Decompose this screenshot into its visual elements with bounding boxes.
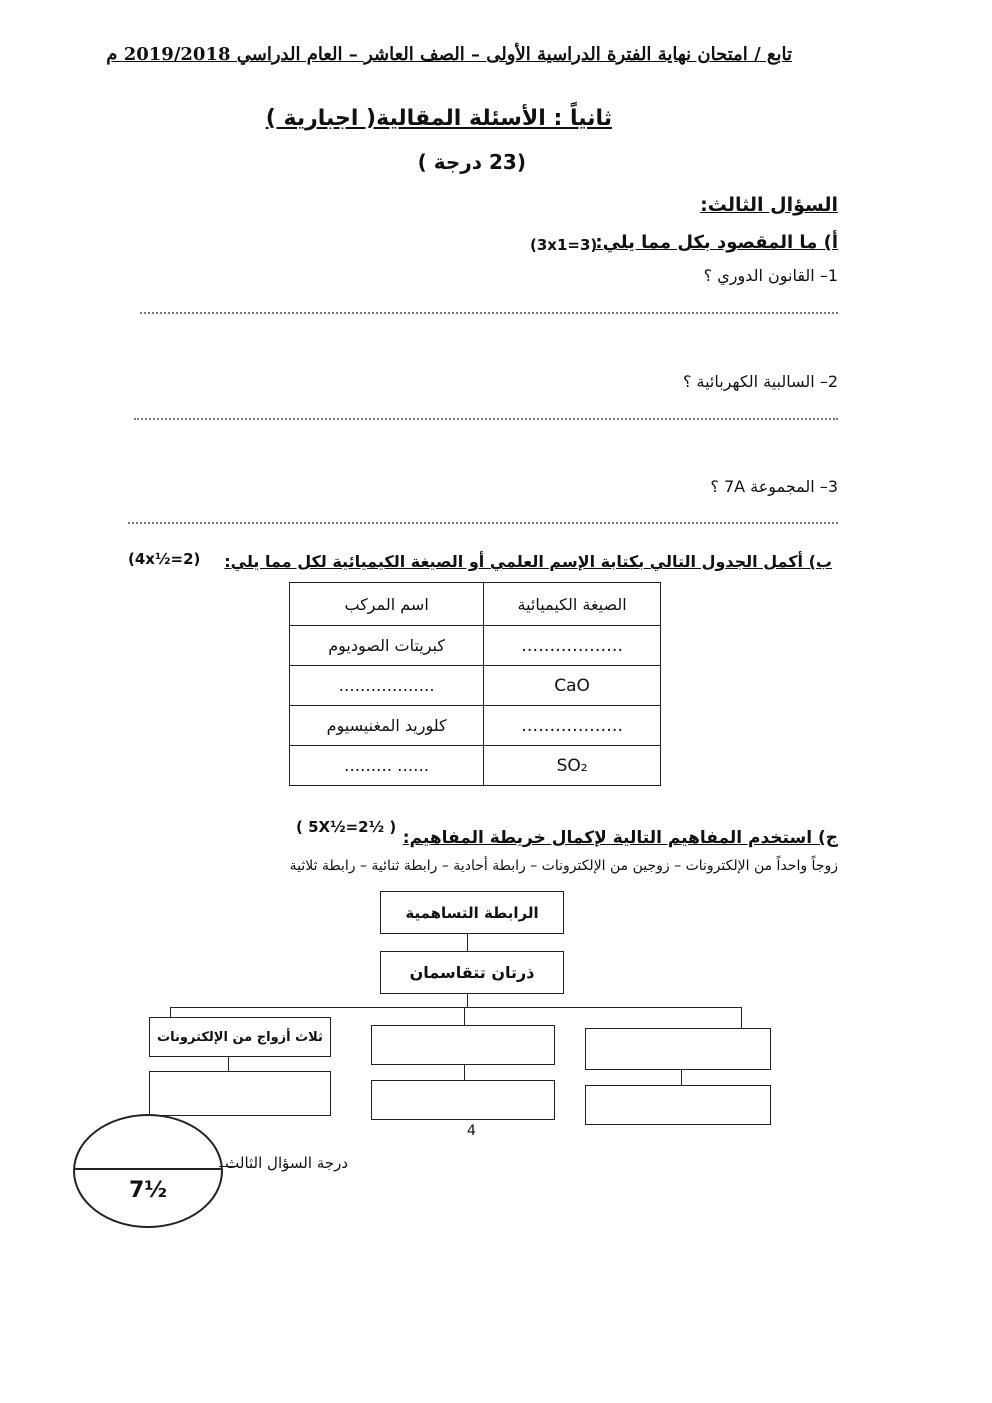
- concepts-list: زوجاً واحداً من الإلكترونات – زوجين من الإلكترونات – رابطة أحادية – رابطة ثنائية – رابطة ثلاثية: [289, 858, 838, 874]
- part-b-marks: (4x½=2): [128, 550, 201, 568]
- part-c-marks: ( 5X½=2½ ): [296, 818, 397, 836]
- connector: [170, 1007, 171, 1017]
- name-cell: كلوريد المغنيسيوم: [290, 706, 484, 746]
- connector: [741, 1007, 742, 1028]
- name-cell[interactable]: ………………: [290, 666, 484, 706]
- answer-line-2[interactable]: [134, 418, 838, 420]
- concept-box-right-top[interactable]: [585, 1028, 771, 1070]
- connector: [464, 1065, 465, 1080]
- part-a-item-2: 2– السالبية الكهربائية ؟: [682, 372, 838, 391]
- connector: [467, 934, 468, 951]
- grade-value: 7½: [128, 1178, 168, 1203]
- question-title: السؤال الثالث:: [700, 194, 838, 216]
- table-row: [290, 666, 661, 706]
- section-marks: (23 درجة ): [417, 150, 526, 174]
- part-a-label: أ) ما المقصود بكل مما يلي:: [595, 232, 838, 253]
- connector: [170, 1007, 741, 1008]
- table-row: [290, 746, 661, 786]
- exam-header: تابع / امتحان نهاية الفترة الدراسية الأولى – الصف العاشر – العام الدراسي 2019/2018 م: [106, 44, 792, 65]
- concept-box-middle-top[interactable]: [371, 1025, 555, 1065]
- formula-cell: SO₂: [484, 746, 661, 786]
- part-a-item-1: 1– القانون الدوري ؟: [703, 266, 838, 285]
- section-title: ثانياً : الأسئلة المقالية( اجبارية ): [265, 106, 612, 131]
- formula-cell: CaO: [484, 666, 661, 706]
- grade-label: درجة السؤال الثالث: [225, 1154, 348, 1172]
- compound-table: [289, 582, 661, 786]
- page-number: 4: [467, 1123, 476, 1139]
- name-cell[interactable]: …… ………: [290, 746, 484, 786]
- part-b-label: ب) أكمل الجدول التالي بكتابة الإسم العلمي أو الصيغة الكيميائية لكل مما يلي:: [224, 552, 832, 571]
- concept-box-middle-bottom[interactable]: [371, 1080, 555, 1120]
- name-cell: كبريتات الصوديوم: [290, 626, 484, 666]
- formula-cell[interactable]: ………………: [484, 626, 661, 666]
- grade-divider: [75, 1168, 221, 1170]
- grade-oval: [73, 1114, 223, 1228]
- table-header-formula: الصيغة الكيميائية: [484, 583, 661, 626]
- concept-second: ذرتان تتقاسمان: [380, 951, 564, 994]
- part-c-label: ج) استخدم المفاهيم التالية لإكمال خريطة المفاهيم:: [402, 828, 838, 848]
- answer-line-1[interactable]: [140, 312, 838, 314]
- connector: [464, 1007, 465, 1025]
- connector: [681, 1070, 682, 1085]
- part-a-item-3: 3– المجموعة 7A ؟: [710, 477, 838, 496]
- concept-box-left-top: ثلاث أزواج من الإلكترونات: [149, 1017, 331, 1057]
- connector: [228, 1057, 229, 1071]
- formula-cell[interactable]: ………………: [484, 706, 661, 746]
- table-header-name: اسم المركب: [290, 583, 484, 626]
- part-a-marks: (3x1=3): [530, 236, 598, 254]
- table-row: [290, 706, 661, 746]
- answer-line-3[interactable]: [128, 522, 838, 524]
- table-row: [290, 626, 661, 666]
- concept-box-left-bottom[interactable]: [149, 1071, 331, 1116]
- concept-root: الرابطة التساهمية: [380, 891, 564, 934]
- concept-box-right-bottom[interactable]: [585, 1085, 771, 1125]
- connector: [467, 994, 468, 1007]
